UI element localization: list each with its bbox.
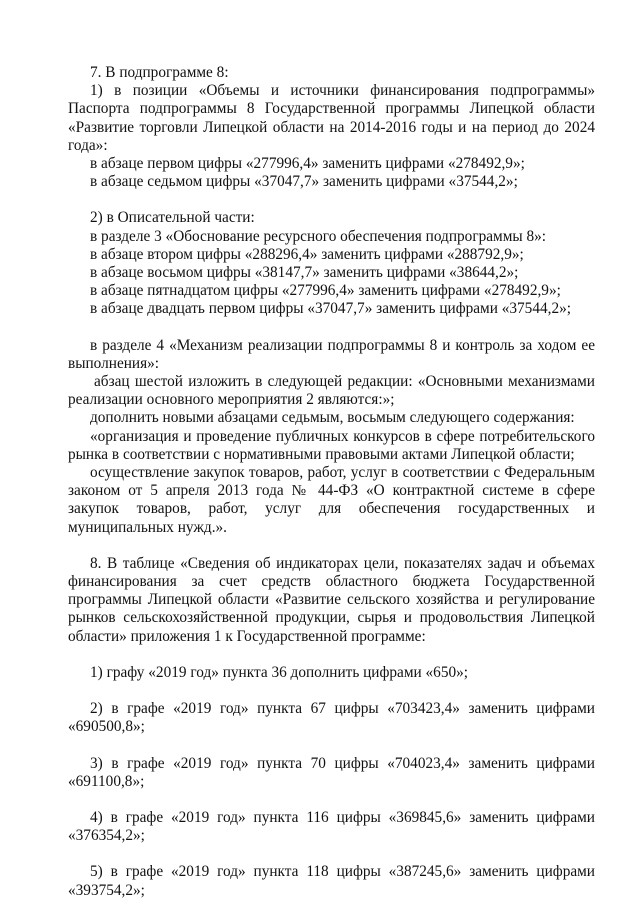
section-8-intro: 8. В таблице «Сведения об индикаторах цели, показателях задач и объемах финансирования за счет средств областного бюджета Государственной программы Липецкой области «Развитие сельского хозяйства и регулирование рынков сельскохозяйственной продукции, сырья и продовольствия Липецкой области» приложения 1 к Государственной программе: bbox=[68, 554, 595, 645]
section-7-heading: 7. В подпрограмме 8: bbox=[90, 64, 229, 81]
spacer bbox=[68, 845, 595, 863]
spacer bbox=[68, 319, 595, 337]
spacer bbox=[68, 737, 595, 755]
spacer bbox=[68, 646, 595, 664]
spacer bbox=[68, 682, 595, 700]
section-7-item-1-line-1: в абзаце первом цифры «277996,4» заменить цифрами «278492,9»; bbox=[90, 155, 525, 173]
section-4-paragraph-2: дополнить новыми абзацами седьмым, восьмым следующего содержания: bbox=[90, 409, 575, 427]
section-7-item-2-line-2: в абзаце втором цифры «288296,4» заменить цифрами «288792,9»; bbox=[90, 245, 524, 263]
section-7-item-2-heading: 2) в Описательной части: bbox=[90, 209, 255, 227]
section-8-item-1: 1) графу «2019 год» пункта 36 дополнить цифрами «650»; bbox=[90, 663, 469, 681]
section-4-paragraph-4: осуществление закупок товаров, работ, услуг в соответствии с Федеральным законом от 5 апреля 2013 года № 44-ФЗ «О контрактной системе в сфере закупок товаров, работ, услуг для обеспечения государственных и муниципальных нужд.». bbox=[68, 464, 595, 536]
section-4-paragraph-3: «организация и проведение публичных конкурсов в сфере потребительского рынка в соответствии с нормативными правовыми актами Липецкой области; bbox=[68, 427, 595, 463]
section-7-item-2-line-1: в разделе 3 «Обоснование ресурсного обеспечения подпрограммы 8»: bbox=[90, 227, 547, 245]
section-7-item-1-line-2: в абзаце седьмом цифры «37047,7» заменить цифрами «37544,2»; bbox=[90, 173, 518, 191]
section-7-item-2-line-3: в абзаце восьмом цифры «38147,7» заменить цифрами «38644,2»; bbox=[90, 264, 519, 282]
section-4-paragraph-1: абзац шестой изложить в следующей редакции: «Основными механизмами реализации основного мероприятия 2 являются:»; bbox=[68, 373, 595, 409]
spacer bbox=[68, 791, 595, 809]
section-7-item-2-line-5: в абзаце двадцать первом цифры «37047,7» заменить цифрами «37544,2»; bbox=[90, 300, 572, 318]
spacer bbox=[68, 537, 595, 555]
section-8-item-5: 5) в графе «2019 год» пункта 118 цифры «387245,6» заменить цифрами «393754,2»; bbox=[68, 863, 595, 899]
document-page bbox=[68, 64, 595, 900]
section-8-item-2: 2) в графе «2019 год» пункта 67 цифры «703423,4» заменить цифрами «690500,8»; bbox=[68, 700, 595, 736]
section-4-intro: в разделе 4 «Механизм реализации подпрограммы 8 и контроль за ходом ее выполнения»: bbox=[68, 336, 595, 372]
section-7-item-2-line-4: в абзаце пятнадцатом цифры «277996,4» заменить цифрами «278492,9»; bbox=[90, 282, 561, 300]
spacer bbox=[68, 191, 595, 209]
section-8-item-3: 3) в графе «2019 год» пункта 70 цифры «704023,4» заменить цифрами «691100,8»; bbox=[68, 754, 595, 790]
section-7-item-1-intro: 1) в позиции «Объемы и источники финансирования подпрограммы» Паспорта подпрограммы 8 Государственной программы Липецкой области «Развитие торговли Липецкой области на 2014-2016 годы и на период до 2024 года»: bbox=[68, 82, 595, 154]
section-8-item-4: 4) в графе «2019 год» пункта 116 цифры «369845,6» заменить цифрами «376354,2»; bbox=[68, 808, 595, 845]
